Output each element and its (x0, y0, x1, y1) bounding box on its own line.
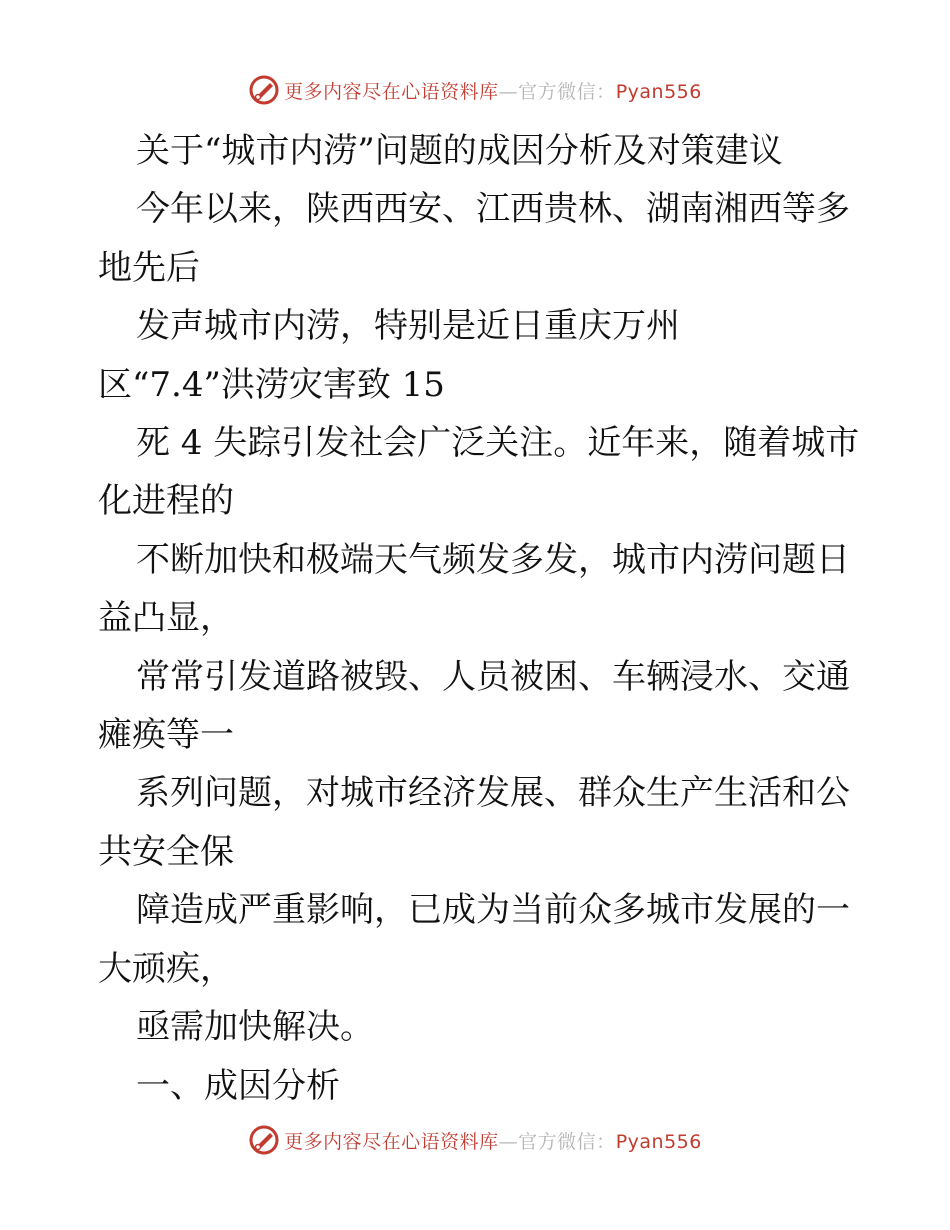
footer-watermark-banner (0, 1120, 950, 1160)
paragraph-line: 亟需加快解决。 (136, 1007, 374, 1048)
paragraph-line: 化进程的 (98, 481, 234, 522)
paragraph-line: 地先后 (98, 247, 200, 288)
library-logo-icon (248, 74, 280, 106)
banner-account: Pyan556 (615, 1130, 702, 1153)
paragraph-line: 大顽疾， (98, 948, 234, 989)
paragraph-line: 区“7.4”洪涝灾害致 15 (98, 364, 445, 405)
paragraph-line: 今年以来，陕西西安、江西贵林、湖南湘西等多 (136, 189, 850, 230)
document-title: 关于“城市内涝”问题的成因分析及对策建议 (136, 131, 783, 171)
banner-text (284, 77, 702, 104)
paragraph-line: 死 4 失踪引发社会广泛关注。近年来，随着城市 (136, 423, 860, 464)
paragraph-line: 不断加快和极端天气频发多发，城市内涝问题日 (136, 539, 850, 580)
section-heading: 一、成因分析 (136, 1065, 340, 1106)
banner-text (284, 1127, 702, 1154)
banner-prefix: 更多内容尽在心语资料库 (284, 1130, 499, 1153)
paragraph-line: 益凸显， (98, 598, 234, 639)
paragraph-line: 瘫痪等一 (98, 715, 234, 756)
paragraph-line: 障造成严重影响，已成为当前众多城市发展的一 (136, 890, 850, 931)
banner-wechat-label: 官方微信： (518, 1130, 616, 1153)
paragraph-line: 常常引发道路被毁、人员被困、车辆浸水、交通 (136, 656, 850, 697)
header-watermark-banner (0, 70, 950, 110)
paragraph-line: 共安全保 (98, 831, 234, 872)
library-logo-icon (248, 1124, 280, 1156)
paragraph-line: 系列问题，对城市经济发展、群众生产生活和公 (136, 773, 850, 814)
banner-account: Pyan556 (615, 80, 702, 103)
banner-wechat-label: 官方微信： (518, 80, 616, 103)
banner-prefix: 更多内容尽在心语资料库 (284, 80, 499, 103)
document-body (98, 122, 858, 1115)
paragraph-line: 发声城市内涝，特别是近日重庆万州 (136, 306, 680, 347)
banner-dash: — (498, 80, 519, 103)
banner-dash: — (498, 1130, 519, 1153)
